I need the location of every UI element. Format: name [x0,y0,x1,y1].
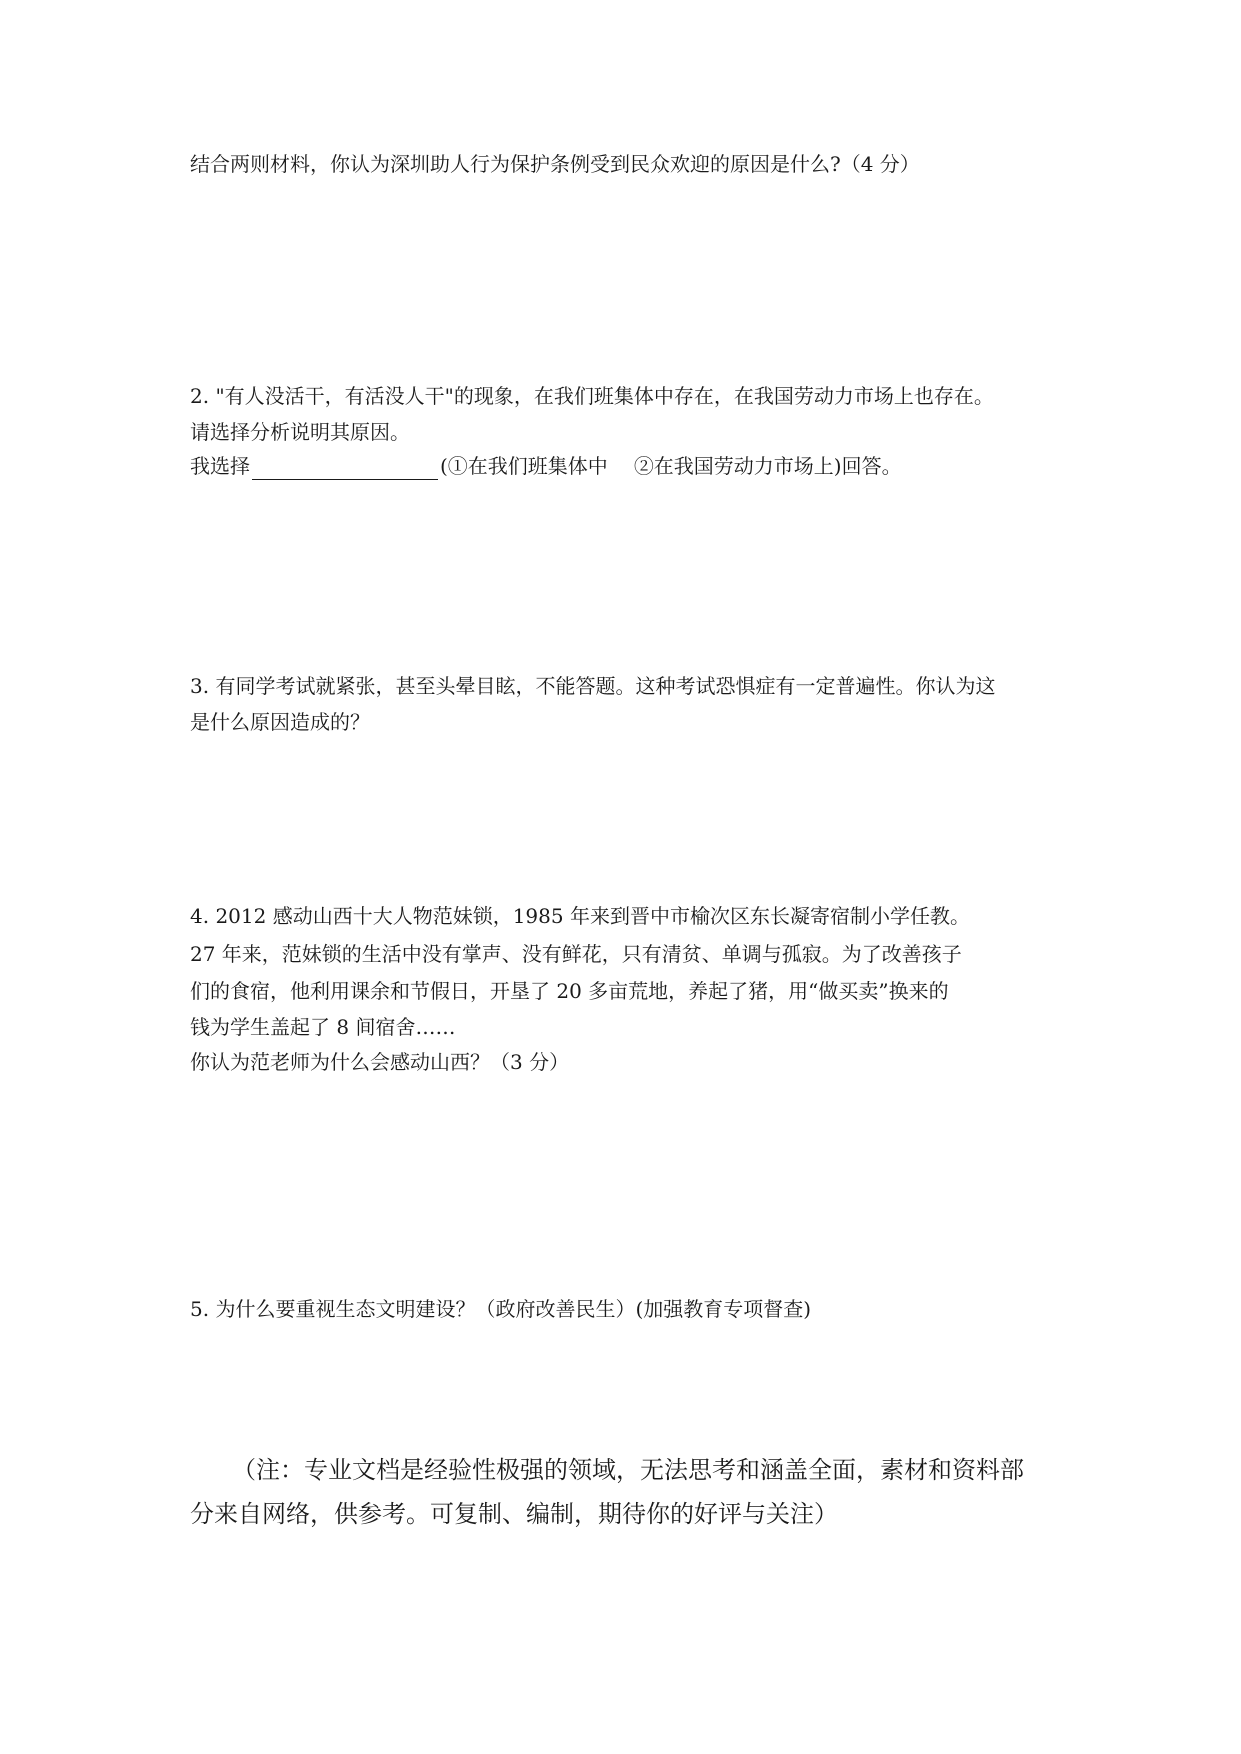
question-4-line-1: 4. 2012 感动山西十大人物范妹锁，1985 年来到晋中市榆次区东长凝寄宿制小学任教。 [190,904,970,928]
choice-prefix: 我选择 [190,454,250,478]
question-4-line-2: 27 年来，范妹锁的生活中没有掌声、没有鲜花，只有清贫、单调与孤寂。为了改善孩子 [190,942,962,966]
question-2-line-3 [190,452,902,480]
choice-option-2: ②在我国劳动力市场上)回答。 [633,454,902,478]
choice-blank[interactable] [252,459,438,480]
question-1-text: 结合两则材料，你认为深圳助人行为保护条例受到民众欢迎的原因是什么?（4 分） [190,152,920,176]
footnote-line-1: （注：专业文档是经验性极强的领域，无法思考和涵盖全面，素材和资料部 [232,1456,1024,1484]
footnote-line-2: 分来自网络，供参考。可复制、编制，期待你的好评与关注） [190,1500,838,1528]
question-2-line-1: 2. "有人没活干，有活没人干"的现象，在我们班集体中存在，在我国劳动力市场上也存在。 [190,384,994,408]
question-4-line-3: 们的食宿，他利用课余和节假日，开垦了 20 多亩荒地，养起了猪，用“做买卖”换来的 [190,979,949,1003]
question-3-line-1: 3. 有同学考试就紧张，甚至头晕目眩，不能答题。这种考试恐惧症有一定普遍性。你认为这 [190,674,996,698]
choice-option-1: (①在我们班集体中 [440,454,608,478]
question-4-line-5: 你认为范老师为什么会感动山西？（3 分） [190,1050,570,1074]
question-5-text: 5. 为什么要重视生态文明建设？（政府改善民生）(加强教育专项督查) [190,1297,812,1321]
question-2-line-2: 请选择分析说明其原因。 [190,420,410,444]
question-3-line-2: 是什么原因造成的？ [190,710,370,734]
question-4-line-4: 钱为学生盖起了 8 间宿舍…… [190,1015,456,1039]
